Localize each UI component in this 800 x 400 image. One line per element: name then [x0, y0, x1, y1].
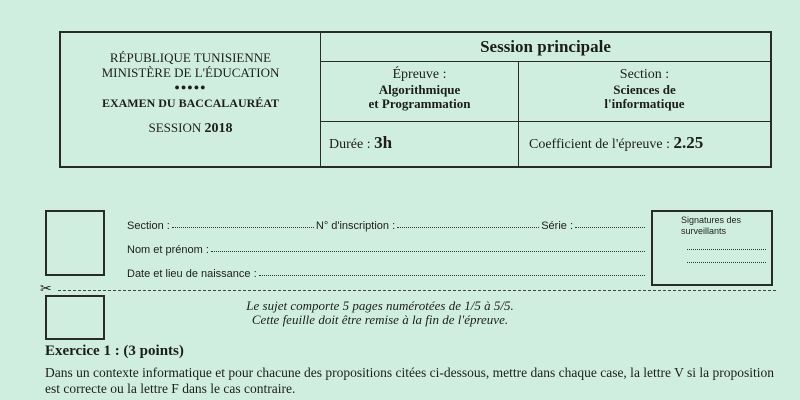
dots-separator: ●●●●●	[174, 82, 207, 92]
form-row-section	[127, 214, 647, 238]
epreuve-cell	[321, 62, 519, 121]
name-field-label: Nom et prénom :	[127, 244, 209, 256]
exam-name: EXAMEN DU BACCALAURÉAT	[101, 96, 280, 110]
signatures-title-line1: Signatures des	[681, 215, 742, 225]
form-row-birth	[127, 262, 647, 286]
grade-box	[45, 295, 105, 340]
instructions-note	[120, 299, 640, 327]
section-line1: Sciences de	[613, 82, 676, 98]
note-line2: Cette feuille doit être remise à la fin de l'épreuve.	[251, 312, 509, 327]
duree-label: Durée :	[329, 137, 371, 152]
session-type: Session principale	[321, 33, 770, 62]
candidate-form	[127, 214, 647, 286]
exercise-text: Dans un contexte informatique et pour chacune des propositions citées ci-dessous, mettre dans chaque case, la lettre V si la proposition est correcte ou la lettre F dans le cas contraire.	[45, 365, 775, 396]
serie-field-label: Série :	[541, 220, 573, 232]
country-name: RÉPUBLIQUE TUNISIENNE	[109, 50, 272, 65]
coef-value: 2.25	[673, 133, 704, 152]
duree-value: 3h	[374, 133, 393, 152]
inscription-field[interactable]	[397, 214, 539, 228]
signatures-title-line2: surveillants	[681, 226, 727, 236]
coef-label: Coefficient de l'épreuve :	[529, 137, 671, 152]
birth-field[interactable]	[259, 262, 645, 276]
epreuve-line1: Algorithmique	[378, 82, 461, 98]
header-details	[321, 33, 770, 166]
exam-header	[59, 31, 772, 168]
exercise-title: Exercice 1 : (3 points)	[45, 343, 184, 359]
note-line1: Le sujet comporte 5 pages numérotées de 1/5 à 5/5.	[246, 298, 514, 313]
scissors-icon: ✂	[40, 281, 52, 297]
section-field[interactable]	[172, 214, 314, 228]
session-label: SESSION	[148, 120, 202, 135]
signature-line-1[interactable]	[687, 237, 766, 250]
session-line	[61, 120, 320, 136]
duration-row	[321, 122, 770, 166]
duree-cell	[321, 122, 519, 166]
subject-row	[321, 62, 770, 122]
ministry-name: MINISTÈRE DE L'ÉDUCATION	[101, 65, 280, 80]
birth-field-label: Date et lieu de naissance :	[127, 268, 257, 280]
candidate-box	[45, 210, 105, 276]
section-cell	[519, 62, 770, 121]
signature-line-2[interactable]	[687, 250, 766, 263]
epreuve-label: Épreuve :	[392, 67, 447, 83]
epreuve-line2: et Programmation	[368, 96, 471, 112]
name-field[interactable]	[211, 238, 645, 252]
form-row-name	[127, 238, 647, 262]
inscription-field-label: N° d'inscription :	[315, 220, 396, 232]
section-label: Section :	[619, 67, 670, 83]
serie-field[interactable]	[575, 214, 645, 228]
coef-cell	[519, 122, 770, 166]
section-line2: l'informatique	[604, 96, 685, 112]
session-year: 2018	[204, 121, 233, 136]
cut-line	[58, 290, 776, 291]
section-field-label: Section :	[127, 220, 170, 232]
signatures-box	[651, 210, 773, 286]
header-institution	[61, 33, 321, 166]
